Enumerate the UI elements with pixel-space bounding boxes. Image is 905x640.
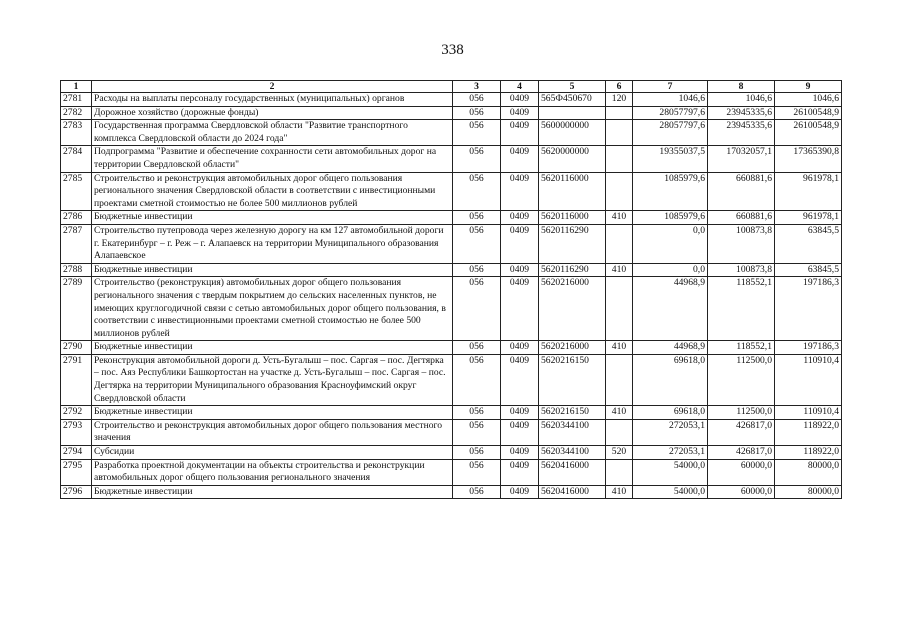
section-code: 0409	[501, 146, 539, 172]
target-article-code: 5600000000	[539, 120, 606, 146]
row-number: 2790	[61, 341, 92, 355]
column-header: 2	[92, 81, 453, 93]
target-article-code: 5620216150	[539, 354, 606, 405]
amount-col-8: 17032057,1	[708, 146, 775, 172]
amount-col-8: 60000,0	[708, 485, 775, 499]
ministry-code: 056	[453, 263, 501, 277]
amount-col-7: 19355037,5	[633, 146, 708, 172]
table-row	[61, 341, 842, 355]
target-article-code: 5620416000	[539, 459, 606, 485]
ministry-code: 056	[453, 93, 501, 107]
expense-type-code	[606, 224, 633, 263]
table-row	[61, 459, 842, 485]
section-code: 0409	[501, 263, 539, 277]
ministry-code: 056	[453, 106, 501, 120]
amount-col-9: 118922,0	[775, 419, 842, 445]
amount-col-9: 63845,5	[775, 263, 842, 277]
row-number: 2783	[61, 120, 92, 146]
target-article-code: 5620216000	[539, 341, 606, 355]
table-row	[61, 277, 842, 341]
target-article-code: 5620416000	[539, 485, 606, 499]
section-code: 0409	[501, 211, 539, 225]
table-row	[61, 485, 842, 499]
amount-col-9: 110910,4	[775, 354, 842, 405]
row-number: 2794	[61, 446, 92, 460]
amount-col-8: 100873,8	[708, 224, 775, 263]
amount-col-9: 1046,6	[775, 93, 842, 107]
row-name: Бюджетные инвестиции	[92, 485, 453, 499]
table-row	[61, 354, 842, 405]
section-code: 0409	[501, 120, 539, 146]
amount-col-8: 112500,0	[708, 354, 775, 405]
row-name: Бюджетные инвестиции	[92, 406, 453, 420]
ministry-code: 056	[453, 224, 501, 263]
row-number: 2786	[61, 211, 92, 225]
table-row	[61, 406, 842, 420]
table-row	[61, 172, 842, 211]
expense-type-code: 520	[606, 446, 633, 460]
amount-col-7: 1046,6	[633, 93, 708, 107]
amount-col-9: 197186,3	[775, 341, 842, 355]
row-number: 2785	[61, 172, 92, 211]
section-code: 0409	[501, 93, 539, 107]
row-name: Государственная программа Свердловской области "Развитие транспортного комплекса Свердловской области до 2024 года"	[92, 120, 453, 146]
expense-type-code	[606, 277, 633, 341]
section-code: 0409	[501, 277, 539, 341]
amount-col-8: 660881,6	[708, 172, 775, 211]
expense-type-code	[606, 106, 633, 120]
row-number: 2793	[61, 419, 92, 445]
amount-col-7: 28057797,6	[633, 106, 708, 120]
expense-type-code: 410	[606, 341, 633, 355]
ministry-code: 056	[453, 277, 501, 341]
amount-col-7: 1085979,6	[633, 172, 708, 211]
target-article-code: 5620216150	[539, 406, 606, 420]
expense-type-code	[606, 419, 633, 445]
expense-type-code: 410	[606, 406, 633, 420]
target-article-code: 5620116290	[539, 263, 606, 277]
section-code: 0409	[501, 485, 539, 499]
amount-col-9: 961978,1	[775, 211, 842, 225]
expense-type-code	[606, 354, 633, 405]
amount-col-7: 272053,1	[633, 446, 708, 460]
target-article-code: 5620344100	[539, 446, 606, 460]
amount-col-8: 426817,0	[708, 419, 775, 445]
table-row	[61, 106, 842, 120]
target-article-code: 5620216000	[539, 277, 606, 341]
target-article-code: 5620116000	[539, 211, 606, 225]
target-article-code: 5620116000	[539, 172, 606, 211]
section-code: 0409	[501, 341, 539, 355]
page-number: 338	[441, 42, 464, 58]
row-name: Разработка проектной документации на объекты строительства и реконструкции автомобильных дорог общего пользования регионального значения	[92, 459, 453, 485]
ministry-code: 056	[453, 485, 501, 499]
row-number: 2788	[61, 263, 92, 277]
row-number: 2792	[61, 406, 92, 420]
amount-col-8: 100873,8	[708, 263, 775, 277]
ministry-code: 056	[453, 146, 501, 172]
ministry-code: 056	[453, 172, 501, 211]
amount-col-9: 63845,5	[775, 224, 842, 263]
table-row	[61, 211, 842, 225]
row-number: 2784	[61, 146, 92, 172]
amount-col-9: 961978,1	[775, 172, 842, 211]
ministry-code: 056	[453, 419, 501, 445]
column-header: 7	[633, 81, 708, 93]
amount-col-9: 110910,4	[775, 406, 842, 420]
amount-col-7: 0,0	[633, 224, 708, 263]
row-name: Расходы на выплаты персоналу государственных (муниципальных) органов	[92, 93, 453, 107]
column-header: 5	[539, 81, 606, 93]
expense-type-code: 410	[606, 263, 633, 277]
ministry-code: 056	[453, 211, 501, 225]
expense-type-code	[606, 120, 633, 146]
section-code: 0409	[501, 446, 539, 460]
column-header: 6	[606, 81, 633, 93]
expense-type-code	[606, 172, 633, 211]
amount-col-8: 112500,0	[708, 406, 775, 420]
expense-type-code: 410	[606, 211, 633, 225]
amount-col-9: 17365390,8	[775, 146, 842, 172]
amount-col-8: 118552,1	[708, 277, 775, 341]
ministry-code: 056	[453, 406, 501, 420]
row-name: Строительство (реконструкция) автомобильных дорог общего пользования регионального значения с твердым покрытием до сельских населенных пунктов, не имеющих круглогодичной связи с сетью автомобильных дорог общего пользования, в соответствии с инвестиционными проектами сметной стоимостью не более 500 миллионов рублей	[92, 277, 453, 341]
target-article-code	[539, 106, 606, 120]
table-row	[61, 93, 842, 107]
section-code: 0409	[501, 459, 539, 485]
section-code: 0409	[501, 172, 539, 211]
table-row	[61, 446, 842, 460]
table-row	[61, 263, 842, 277]
row-name: Строительство и реконструкция автомобильных дорог общего пользования местного значения	[92, 419, 453, 445]
ministry-code: 056	[453, 354, 501, 405]
budget-table	[60, 80, 842, 499]
amount-col-7: 54000,0	[633, 485, 708, 499]
row-name: Строительство и реконструкция автомобильных дорог общего пользования регионального значения Свердловской области в соответствии с инвестиционными проектами сметной стоимостью не более 500 миллионов рублей	[92, 172, 453, 211]
amount-col-8: 118552,1	[708, 341, 775, 355]
amount-col-9: 118922,0	[775, 446, 842, 460]
row-number: 2787	[61, 224, 92, 263]
row-name: Бюджетные инвестиции	[92, 263, 453, 277]
row-name: Субсидии	[92, 446, 453, 460]
ministry-code: 056	[453, 446, 501, 460]
amount-col-7: 44968,9	[633, 341, 708, 355]
section-code: 0409	[501, 419, 539, 445]
column-header: 9	[775, 81, 842, 93]
expense-type-code: 120	[606, 93, 633, 107]
amount-col-9: 26100548,9	[775, 120, 842, 146]
row-number: 2789	[61, 277, 92, 341]
amount-col-7: 69618,0	[633, 406, 708, 420]
amount-col-7: 54000,0	[633, 459, 708, 485]
row-number: 2795	[61, 459, 92, 485]
amount-col-9: 80000,0	[775, 485, 842, 499]
table-row	[61, 419, 842, 445]
amount-col-7: 0,0	[633, 263, 708, 277]
column-header: 3	[453, 81, 501, 93]
table-body	[61, 93, 842, 499]
amount-col-7: 272053,1	[633, 419, 708, 445]
section-code: 0409	[501, 354, 539, 405]
amount-col-8: 60000,0	[708, 459, 775, 485]
amount-col-8: 426817,0	[708, 446, 775, 460]
section-code: 0409	[501, 224, 539, 263]
amount-col-8: 23945335,6	[708, 120, 775, 146]
expense-type-code	[606, 459, 633, 485]
row-number: 2782	[61, 106, 92, 120]
ministry-code: 056	[453, 459, 501, 485]
amount-col-9: 197186,3	[775, 277, 842, 341]
table-header-row	[61, 81, 842, 93]
row-name: Бюджетные инвестиции	[92, 211, 453, 225]
row-number: 2791	[61, 354, 92, 405]
target-article-code: 5620000000	[539, 146, 606, 172]
table-row	[61, 146, 842, 172]
row-name: Дорожное хозяйство (дорожные фонды)	[92, 106, 453, 120]
ministry-code: 056	[453, 341, 501, 355]
amount-col-8: 1046,6	[708, 93, 775, 107]
target-article-code: 5620344100	[539, 419, 606, 445]
row-name: Бюджетные инвестиции	[92, 341, 453, 355]
row-number: 2781	[61, 93, 92, 107]
amount-col-9: 26100548,9	[775, 106, 842, 120]
section-code: 0409	[501, 106, 539, 120]
amount-col-7: 1085979,6	[633, 211, 708, 225]
row-name: Строительство путепровода через железную дорогу на км 127 автомобильной дороги г. Екатеринбург – г. Реж – г. Алапаевск на территории Муниципального образования Алапаевское	[92, 224, 453, 263]
amount-col-8: 660881,6	[708, 211, 775, 225]
column-header: 4	[501, 81, 539, 93]
section-code: 0409	[501, 406, 539, 420]
amount-col-7: 69618,0	[633, 354, 708, 405]
column-header: 8	[708, 81, 775, 93]
amount-col-7: 44968,9	[633, 277, 708, 341]
column-header: 1	[61, 81, 92, 93]
row-number: 2796	[61, 485, 92, 499]
amount-col-7: 28057797,6	[633, 120, 708, 146]
table-row	[61, 224, 842, 263]
expense-type-code: 410	[606, 485, 633, 499]
target-article-code: 5620116290	[539, 224, 606, 263]
row-name: Подпрограмма "Развитие и обеспечение сохранности сети автомобильных дорог на территории Свердловской области"	[92, 146, 453, 172]
table-row	[61, 120, 842, 146]
amount-col-8: 23945335,6	[708, 106, 775, 120]
row-name: Реконструкция автомобильной дороги д. Усть-Бугалыш – пос. Саргая – пос. Дегтярка – пос. Аяз Республики Башкортостан на участке д. Усть-Бугалыш – пос. Саргая – пос. Дегтярка на территории Муниципального образования Красноуфимский округ Свердловской области	[92, 354, 453, 405]
ministry-code: 056	[453, 120, 501, 146]
target-article-code: 565Ф450670	[539, 93, 606, 107]
expense-type-code	[606, 146, 633, 172]
amount-col-9: 80000,0	[775, 459, 842, 485]
